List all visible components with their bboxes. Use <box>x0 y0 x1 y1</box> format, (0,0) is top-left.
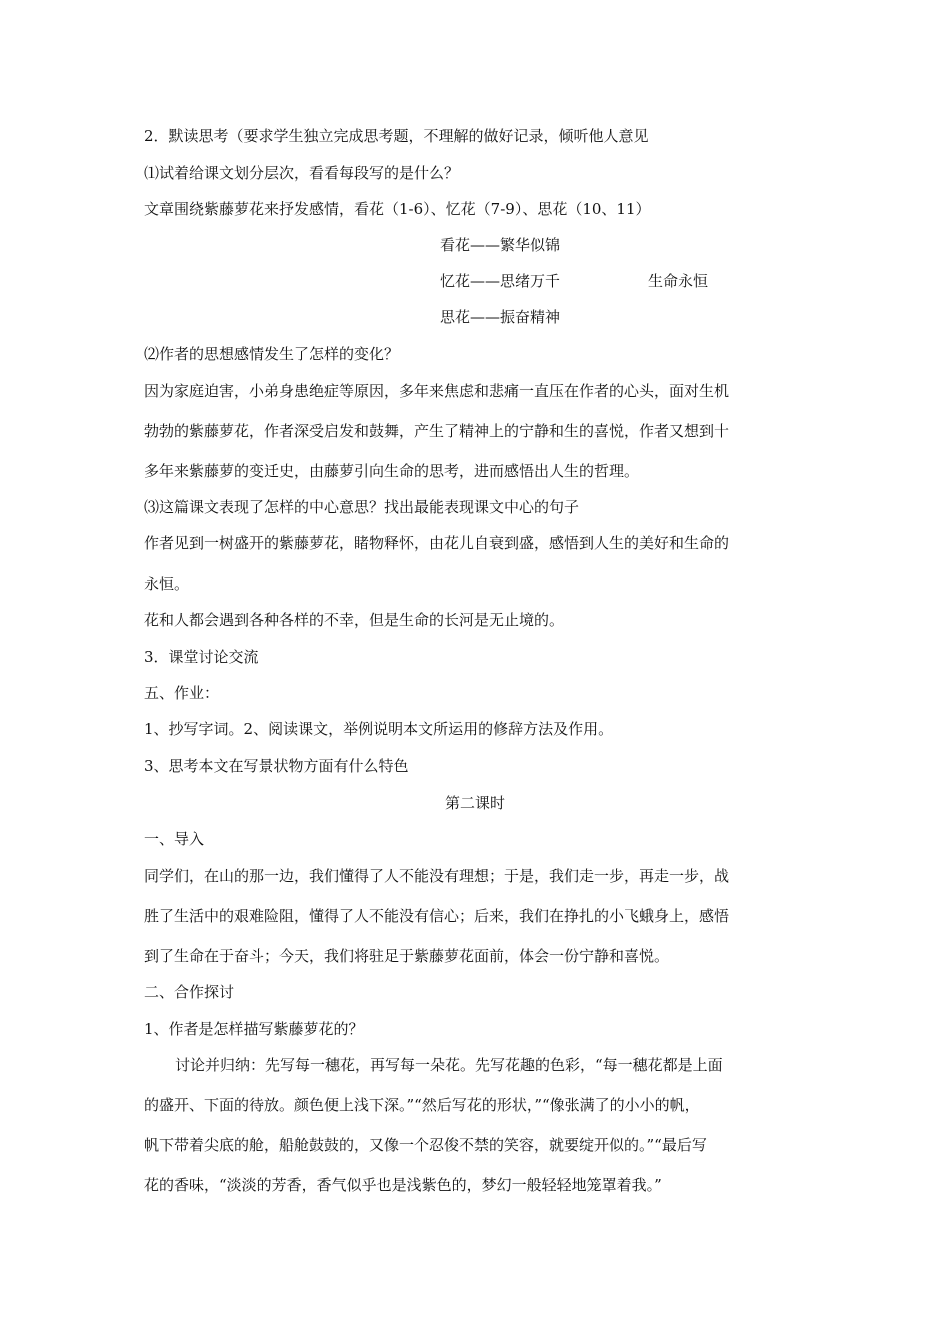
text-line: 一、导入 <box>144 830 205 848</box>
text-line: 讨论并归纳：先写每一穗花，再写每一朵花。先写花趣的色彩，“每一穗花都是上面 <box>175 1056 723 1074</box>
text-line: 五、作业： <box>144 684 220 702</box>
text-line: 1、作者是怎样描写紫藤萝花的？ <box>144 1020 364 1038</box>
text-line: ⑵作者的思想感情发生了怎样的变化？ <box>144 345 400 363</box>
text-line: 的盛开、下面的待放。颜色便上浅下深。”“然后写花的形状，”“像张满了的小小的帆， <box>144 1096 700 1114</box>
text-line: 永恒。 <box>144 575 190 593</box>
text-line: 二、合作探讨 <box>144 983 235 1001</box>
text-line: 2．默读思考（要求学生独立完成思考题，不理解的做好记录，倾听他人意见 <box>144 127 649 145</box>
text-line: 作者见到一树盛开的紫藤萝花，睹物释怀，由花儿自衰到盛，感悟到人生的美好和生命的 <box>144 534 730 552</box>
text-line: 1、抄写字词。2、阅读课文，举例说明本文所运用的修辞方法及作用。 <box>144 720 614 738</box>
text-line: 同学们，在山的那一边，我们懂得了人不能没有理想；于是，我们走一步，再走一步，战 <box>144 867 730 885</box>
text-line: ⑴试着给课文划分层次，看看每段写的是什么？ <box>144 164 460 182</box>
text-line: 勃勃的紫藤萝花，作者深受启发和鼓舞，产生了精神上的宁静和生的喜悦，作者又想到十 <box>144 422 730 440</box>
summary-theme: 生命永恒 <box>648 272 709 290</box>
summary-item: 看花——繁华似锦 <box>440 236 561 254</box>
text-line: 3．课堂讨论交流 <box>144 648 259 666</box>
text-line: 3、思考本文在写景状物方面有什么特色 <box>144 757 409 775</box>
text-line: 多年来紫藤萝的变迁史，由藤萝引向生命的思考，进而感悟出人生的哲理。 <box>144 462 640 480</box>
summary-item: 忆花——思绪万千 <box>440 272 561 290</box>
text-line: 到了生命在于奋斗；今天，我们将驻足于紫藤萝花面前，体会一份宁静和喜悦。 <box>144 947 670 965</box>
section-title: 第二课时 <box>444 794 505 812</box>
text-line: 胜了生活中的艰难险阻，懂得了人不能没有信心；后来，我们在挣扎的小飞蛾身上，感悟 <box>144 907 730 925</box>
summary-item: 思花——振奋精神 <box>440 308 561 326</box>
text-line: ⑶这篇课文表现了怎样的中心意思？找出最能表现课文中心的句子 <box>144 498 580 516</box>
text-line: 文章围绕紫藤萝花来抒发感情，看花（1-6）、忆花（7-9）、思花（10、11） <box>144 200 651 218</box>
text-line: 花和人都会遇到各种各样的不幸，但是生命的长河是无止境的。 <box>144 611 565 629</box>
text-line: 花的香味，“淡淡的芳香，香气似乎也是浅紫色的，梦幻一般轻轻地笼罩着我。” <box>144 1176 662 1194</box>
text-line: 因为家庭迫害，小弟身患绝症等原因，多年来焦虑和悲痛一直压在作者的心头，面对生机 <box>144 382 730 400</box>
text-line: 帆下带着尖底的舱，船舱鼓鼓的，又像一个忍俊不禁的笑容，就要绽开似的。”“最后写 <box>144 1136 707 1154</box>
